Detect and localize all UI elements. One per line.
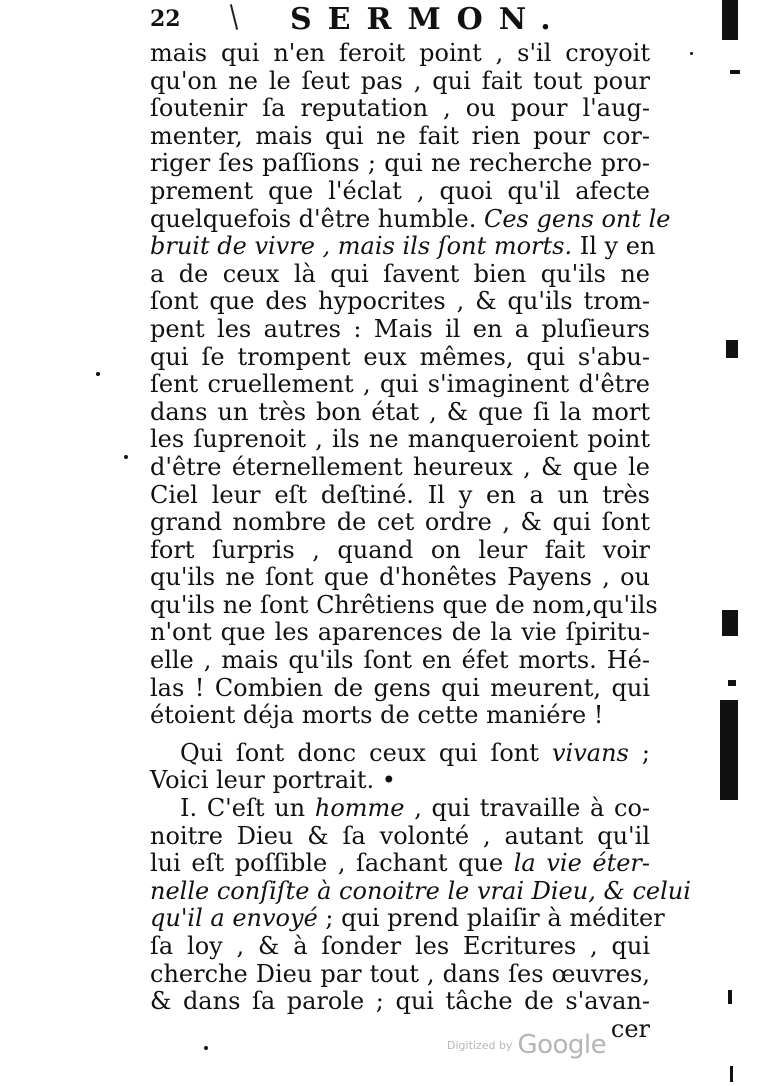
ink-speck (96, 372, 100, 376)
text-line (150, 123, 650, 151)
text-line (150, 68, 650, 96)
text-span: qu'ils ne ſont Chrêtiens que de nom,qu'ils (150, 590, 658, 619)
text-line (150, 850, 650, 878)
text-span: Ciel leur eſt deſtiné. Il y en a un très (150, 480, 650, 509)
page-header (150, 0, 710, 40)
text-span: Qui ſont donc ceux qui ſont (180, 738, 552, 767)
text-span: pent les autres : Mais il en a pluſieurs (150, 314, 650, 343)
text-span: étoient déja morts de cette maniére ! (150, 701, 604, 730)
italic-span: la vie éter- (513, 849, 650, 878)
text-span: lui eſt poſſible , ſachant que (150, 849, 514, 878)
text-line (150, 823, 650, 851)
text-line (150, 261, 650, 289)
print-mark (230, 4, 238, 30)
text-span: , qui travaille à co- (404, 794, 650, 823)
text-span: elle , mais qu'ils ſont en éfet morts. Hé- (150, 646, 650, 675)
text-line (150, 454, 650, 482)
text-line (150, 204, 671, 234)
text-line (150, 590, 658, 620)
text-span: a de ceux là qui ſavent bien qu'ils ne (150, 259, 650, 288)
text-span: Il y en (572, 232, 656, 261)
text-span: les ſuprenoit , ils ne manqueroient point (150, 425, 650, 454)
text-line (150, 316, 650, 344)
text-span: qu'ils ne ſont que d'honêtes Payens , ou (150, 563, 650, 592)
text-line (150, 876, 691, 906)
text-line (150, 371, 650, 399)
text-line (150, 150, 650, 178)
ink-speck (204, 1046, 208, 1050)
text-line (150, 933, 650, 961)
page-edge-shadow (718, 0, 740, 1086)
text-span: ſa loy , & à ſonder les Ecritures , qui (150, 932, 650, 960)
ink-speck (690, 52, 693, 55)
watermark-prefix: Digitized by (447, 1039, 513, 1052)
text-line (150, 399, 650, 427)
text-line (150, 232, 656, 261)
text-span: qu'on ne le ſeut pas , qui fait tout pour (150, 66, 650, 95)
text-span: ſont que des hypocrites , & qu'ils trom- (150, 287, 650, 316)
text-span: riger ſes paſſions ; qui ne recherche pro- (150, 149, 650, 178)
italic-span: nelle conſiſte à conoitre le vrai Dieu, & celui (150, 876, 691, 905)
text-span: Voici leur portrait. • (150, 766, 396, 795)
text-span: fort ſurpris , quand on leur fait voir (150, 535, 650, 564)
page-number: 22 (150, 6, 181, 32)
catchword: cer (610, 1014, 650, 1043)
text-span: cherche Dieu par tout , dans ſes œuvres, (150, 959, 650, 988)
italic-span: homme (314, 794, 405, 823)
text-line (150, 344, 650, 372)
text-span: n'ont que les aparences de la vie ſpiritu- (150, 618, 650, 647)
text-line (150, 647, 650, 675)
text-span: & dans ſa parole ; qui tâche de s'avan- (150, 987, 650, 1016)
digitization-watermark (447, 1030, 606, 1060)
text-span: ſent cruellement , qui s'imaginent d'être (150, 370, 650, 399)
text-span: qui ſe trompent eux mêmes, qui s'abu- (150, 342, 650, 371)
text-span: las ! Combien de gens qui meurent, qui (150, 673, 650, 702)
text-span: prement que l'éclat , quoi qu'il afecte (150, 176, 650, 205)
text-line (150, 288, 650, 316)
watermark-brand: Google (517, 1030, 607, 1060)
text-span: quelquefois d'être humble. (150, 204, 484, 233)
text-line (150, 961, 650, 989)
text-span: ſoutenir ſa reputation , ou pour l'aug- (150, 94, 650, 123)
text-line (150, 904, 665, 933)
text-line (150, 95, 650, 123)
text-span: menter, mais qui ne fait rien pour cor- (150, 121, 650, 150)
text-line (150, 564, 650, 592)
text-line (150, 740, 650, 768)
text-line (150, 795, 650, 823)
text-line (150, 40, 650, 68)
text-line (150, 702, 650, 730)
text-span: noitre Dieu & ſa volonté , autant qu'il (150, 821, 650, 850)
text-line (150, 426, 650, 454)
text-line (150, 482, 650, 510)
text-line (150, 178, 650, 206)
text-span: mais qui n'en feroit point , s'il croyoit (150, 39, 650, 67)
text-span: dans un très bon état , & que ſi la mort (150, 397, 650, 426)
italic-span: Ces gens ont le (483, 204, 671, 233)
body-text (150, 39, 691, 1043)
text-line (150, 988, 650, 1016)
ink-speck (124, 455, 128, 459)
text-span: grand nombre de cet ordre , & qui ſont (150, 508, 650, 537)
text-line (150, 509, 650, 537)
italic-span: bruit de vivre , mais ils ſont morts. (150, 232, 573, 261)
text-line (150, 675, 650, 703)
text-line (150, 619, 650, 647)
text-span: ; qui prend plaiſir à méditer (317, 904, 665, 933)
text-span: I. C'eſt un (180, 794, 315, 823)
text-span: ; (628, 738, 651, 767)
italic-span: qu'il a envoyé (150, 904, 318, 933)
text-line (150, 767, 650, 795)
running-title: SERMON. (290, 2, 567, 37)
text-line (150, 537, 650, 565)
italic-span: vivans (551, 738, 629, 767)
text-span: d'être éternellement heureux , & que le (150, 452, 650, 481)
